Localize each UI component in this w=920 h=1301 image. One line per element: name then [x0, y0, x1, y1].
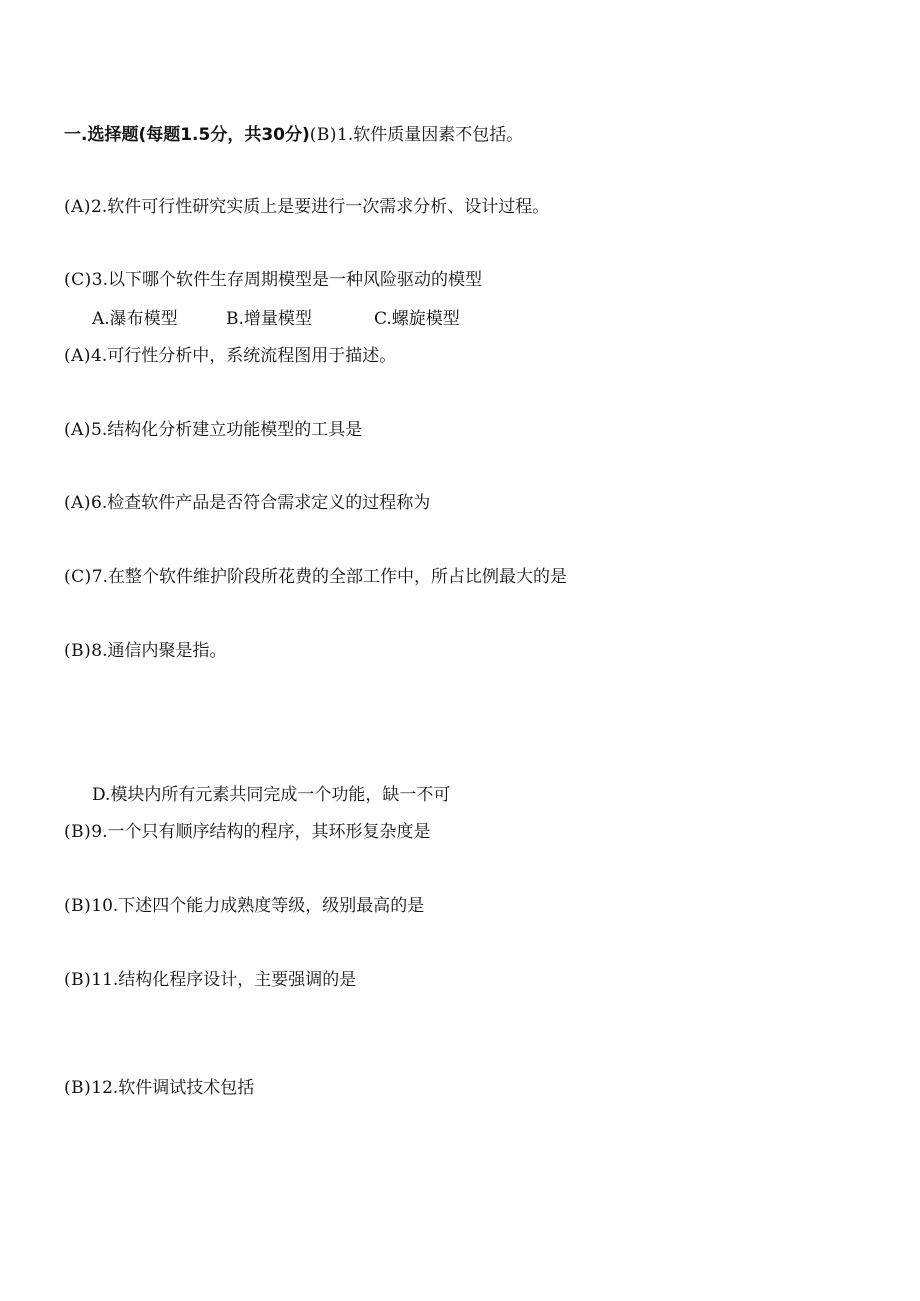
question-line [64, 822, 431, 842]
answer-label: (A) [64, 346, 92, 366]
question-line [64, 197, 549, 217]
answer-label: (B) [64, 970, 92, 990]
question-line [64, 346, 396, 366]
question-text: 5.结构化分析建立功能模型的工具是 [91, 420, 363, 440]
question-text: 7.在整个软件维护阶段所花费的全部工作中，所占比例最大的是 [91, 567, 567, 587]
option-c: C.螺旋模型 [374, 309, 460, 329]
question-line [64, 270, 482, 290]
answer-label: (B) [64, 822, 92, 842]
question-line [64, 1078, 254, 1098]
answer-label: (C) [64, 270, 92, 290]
option-b: B.增量模型 [226, 309, 312, 329]
question-text: 11.结构化程序设计，主要强调的是 [91, 970, 357, 990]
answer-label: (A) [64, 197, 92, 217]
question-text: 3.以下哪个软件生存周期模型是一种风险驱动的模型 [91, 270, 482, 290]
question-text: 8.通信内聚是指。 [91, 641, 227, 661]
option-a: A.瀑布模型 [92, 309, 178, 329]
section-heading: 一.选择题(每题1.5分，共30分) [64, 125, 310, 145]
question-text: 4.可行性分析中，系统流程图用于描述。 [91, 346, 397, 366]
question-text: 10.下述四个能力成熟度等级，级别最高的是 [91, 896, 425, 916]
answer-label: (A) [64, 420, 92, 440]
answer-label: (B) [64, 641, 92, 661]
question-line [64, 420, 362, 440]
question-text: 9.一个只有顺序结构的程序，其环形复杂度是 [91, 822, 431, 842]
question-text: 6.检查软件产品是否符合需求定义的过程称为 [91, 493, 431, 513]
answer-label: (B) [309, 125, 338, 145]
answer-label: (C) [64, 567, 92, 587]
answer-label: (A) [64, 493, 92, 513]
answer-label: (B) [64, 896, 92, 916]
question-text: 12.软件调试技术包括 [91, 1078, 255, 1098]
question-line [64, 493, 430, 513]
section-heading-line [64, 125, 523, 145]
question-text: 2.软件可行性研究实质上是要进行一次需求分析、设计过程。 [91, 197, 550, 217]
question-line [64, 970, 356, 990]
answer-label: (B) [64, 1078, 92, 1098]
question-line [64, 896, 424, 916]
question-line [64, 567, 567, 587]
question-line [64, 641, 227, 661]
question-text: 1.软件质量因素不包括。 [337, 125, 524, 145]
option-d: D.模块内所有元素共同完成一个功能，缺一不可 [92, 785, 451, 805]
